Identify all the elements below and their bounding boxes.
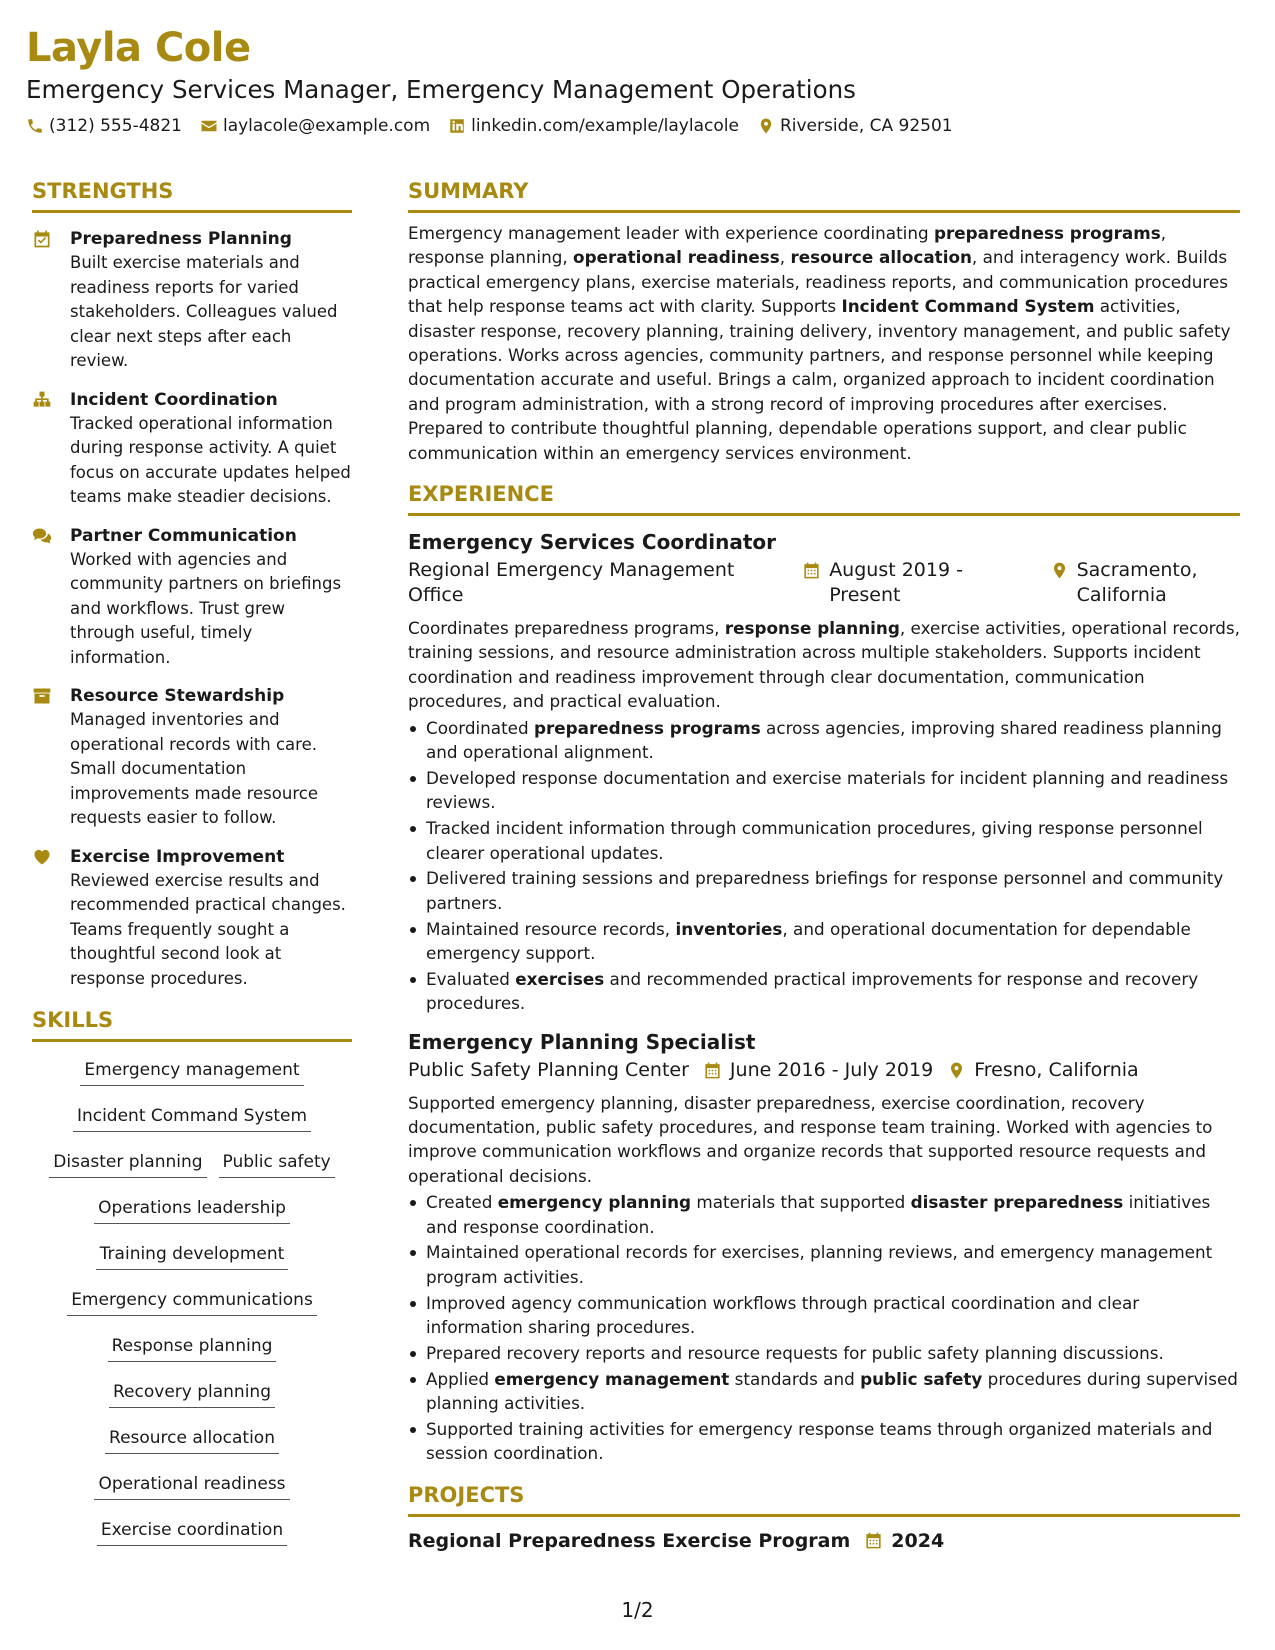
experience-heading: EXPERIENCE: [408, 479, 1240, 516]
strength-desc: Tracked operational information during response activity. A quiet focus on accurate updates helped teams make steadier decisions.: [70, 413, 351, 506]
bold-keyword: emergency planning: [497, 1192, 692, 1213]
contact-email[interactable]: [200, 114, 430, 138]
job-dates: [703, 1058, 933, 1083]
strength-desc: Built exercise materials and readiness reports for varied stakeholders. Colleagues valued clear next steps after each review.: [70, 253, 338, 370]
org-chart-icon: [32, 390, 52, 410]
job-location: [1050, 558, 1226, 608]
skills-heading: SKILLS: [32, 1005, 352, 1042]
job-bullet: Improved agency communication workflows through practical coordination and clear information sharing procedures.: [408, 1291, 1240, 1340]
job-org: [408, 1058, 689, 1083]
right-column: [408, 176, 1240, 1555]
summary-heading: SUMMARY: [408, 176, 1240, 213]
contact-bar: [26, 114, 1246, 138]
strength-title: Partner Communication: [70, 525, 297, 546]
job-bullet: Coordinated preparedness programs across agencies, improving shared readiness planning and operational alignment.: [408, 716, 1240, 765]
job-bullet: Supported training activities for emergency response teams through organized materials and session coordination.: [408, 1417, 1240, 1466]
job-description: Coordinates preparedness programs, response planning, exercise activities, operational records, training sessions, and resource administration across multiple stakeholders. Supports incident coordination and readiness improvement through clear documentation, communication procedures, and practical evaluation.: [408, 618, 1241, 712]
strengths-list: [32, 227, 352, 991]
strength-item: [32, 227, 352, 374]
bold-keyword: resource allocation: [790, 247, 972, 268]
calendar-check-icon: [32, 229, 52, 249]
location-text: Riverside, CA 92501: [779, 116, 953, 136]
strength-title: Resource Stewardship: [70, 686, 285, 706]
strength-title: Preparedness Planning: [70, 229, 292, 249]
projects-heading: PROJECTS: [408, 1480, 1240, 1517]
skills-section: [32, 1005, 352, 1560]
contact-location: [757, 114, 953, 138]
job-entry: [408, 528, 1240, 1015]
linkedin-text[interactable]: linkedin.com/example/laylacole: [471, 116, 739, 136]
projects-section: [408, 1480, 1240, 1555]
left-column: [32, 176, 352, 1560]
strength-item: [32, 845, 352, 992]
skill-tag: Training development: [96, 1242, 289, 1270]
job-location: [947, 1058, 1139, 1083]
bold-keyword: public safety: [860, 1368, 983, 1389]
map-pin-icon: [757, 117, 775, 135]
job-bullets: [408, 716, 1240, 1016]
calendar-icon: [703, 1061, 722, 1080]
strength-item: [32, 524, 352, 671]
skill-tag: Response planning: [108, 1334, 277, 1362]
skill-tag: Operational readiness: [94, 1472, 289, 1500]
job-bullet: Delivered training sessions and preparedness briefings for response personnel and community partners.: [408, 866, 1240, 915]
job-bullets: [408, 1190, 1240, 1465]
job-meta: [408, 558, 1240, 608]
skill-tag: Disaster planning: [49, 1150, 206, 1178]
strength-title: Incident Coordination: [70, 389, 278, 410]
phone-text: (312) 555-4821: [49, 116, 182, 136]
job-bullet: Evaluated exercises and recommended practical improvements for response and recovery procedures.: [408, 967, 1240, 1016]
job-entry: [408, 1028, 1240, 1466]
candidate-title: Emergency Services Manager, Emergency Management Operations: [26, 75, 856, 104]
calendar-icon: [864, 1531, 883, 1550]
job-dates-text: August 2019 - Present: [829, 559, 963, 607]
experience-section: [408, 479, 1240, 1466]
strength-desc: Worked with agencies and community partners on briefings and workflows. Trust grew through useful, timely information.: [70, 549, 342, 667]
skill-tag: Emergency management: [80, 1058, 303, 1086]
job-bullet: Maintained resource records, inventories, and operational documentation for dependable emergency support.: [408, 917, 1240, 966]
skill-tag: Exercise coordination: [97, 1518, 287, 1546]
summary-text: Emergency management leader with experience coordinating preparedness programs, response planning, operational readiness, resource allocation, and interagency work. Builds practical emergency plans, exercise materials, readiness reports, and communication procedures that help response teams act with clarity. Supports Incident Command System activities, disaster response, recovery planning, training delivery, inventory management, and public safety operations. Works across agencies, community partners, and response personnel while keeping documentation accurate and useful. Brings a calm, organized approach to incident coordination and program administration, with a strong record of improving procedures after exercises. Prepared to contribute thoughtful planning, dependable operations support, and clear public communication within an emergency services environment.: [408, 223, 1231, 463]
page-number: 1/2: [621, 1598, 654, 1622]
job-bullet: Maintained operational records for exercises, planning reviews, and emergency management program activities.: [408, 1240, 1240, 1289]
bold-keyword: inventories: [675, 918, 783, 939]
job-bullet: Developed response documentation and exercise materials for incident planning and readiness reviews.: [408, 766, 1240, 815]
strength-desc: Managed inventories and operational records with care. Small documentation improvements made resource requests easier to follow.: [70, 710, 318, 827]
bold-keyword: exercises: [515, 968, 605, 989]
contact-phone: [26, 114, 182, 138]
job-description: Supported emergency planning, disaster preparedness, exercise coordination, recovery documentation, public safety procedures, and response team training. Worked with agencies to improve communication workflows and organize records that supported resource requests and operational decisions.: [408, 1092, 1213, 1186]
candidate-name: Layla Cole: [26, 25, 251, 71]
job-bullet: Prepared recovery reports and resource requests for public safety planning discussions.: [408, 1341, 1240, 1365]
email-text[interactable]: laylacole@example.com: [222, 116, 431, 136]
calendar-icon: [802, 561, 821, 580]
strength-desc: Reviewed exercise results and recommended practical changes. Teams frequently sought a thoughtful second look at response procedures.: [70, 870, 346, 988]
heart-icon: [32, 847, 52, 867]
phone-icon: [26, 117, 44, 135]
comments-icon: [32, 526, 52, 546]
bold-keyword: disaster preparedness: [910, 1192, 1124, 1213]
linkedin-icon: [448, 117, 466, 135]
bold-keyword: response planning: [724, 618, 900, 639]
job-title: Emergency Services Coordinator: [408, 530, 777, 555]
job-org: [408, 558, 788, 608]
skill-tag: Recovery planning: [109, 1380, 275, 1408]
job-bullet: Created emergency planning materials that supported disaster preparedness initiatives and response coordination.: [408, 1190, 1240, 1239]
skill-tag: Incident Command System: [73, 1104, 311, 1132]
resume-header: [26, 24, 1246, 138]
strengths-heading: STRENGTHS: [32, 176, 352, 213]
bold-keyword: preparedness programs: [533, 717, 761, 738]
contact-linkedin[interactable]: [448, 114, 739, 138]
skills-list: [32, 1054, 352, 1560]
summary-section: [408, 176, 1240, 465]
strength-title: Exercise Improvement: [70, 846, 285, 867]
project-title: Regional Preparedness Exercise Program: [408, 1529, 851, 1552]
project-year: 2024: [891, 1529, 945, 1552]
archive-box-icon: [32, 686, 52, 706]
job-org-text: Public Safety Planning Center: [408, 1058, 689, 1081]
job-dates-text: June 2016 - July 2019: [729, 1058, 934, 1081]
strength-item: [32, 388, 352, 510]
job-bullet: Applied emergency management standards and public safety procedures during supervised planning activities.: [408, 1367, 1240, 1416]
job-location-text: Sacramento, California: [1076, 559, 1198, 607]
map-pin-icon: [1050, 561, 1069, 580]
strengths-section: [32, 176, 352, 991]
skill-tag: Emergency communications: [67, 1288, 317, 1316]
map-pin-icon: [947, 1061, 966, 1080]
job-org-text: Regional Emergency Management Office: [408, 559, 735, 607]
bold-keyword: operational readiness: [573, 247, 780, 268]
job-meta: [408, 1058, 1240, 1083]
skill-tag: Resource allocation: [105, 1426, 279, 1454]
job-title: Emergency Planning Specialist: [408, 1029, 756, 1054]
skill-tag: Operations leadership: [94, 1196, 290, 1224]
job-bullet: Tracked incident information through communication procedures, giving response personnel clearer operational updates.: [408, 816, 1240, 865]
bold-keyword: emergency management: [494, 1368, 730, 1389]
job-dates: [802, 558, 1035, 608]
project-item: [408, 1527, 1240, 1555]
envelope-icon: [200, 117, 218, 135]
skill-tag: Public safety: [219, 1150, 335, 1178]
bold-keyword: preparedness programs: [933, 223, 1161, 243]
job-location-text: Fresno, California: [974, 1058, 1139, 1081]
bold-keyword: Incident Command System: [841, 296, 1095, 317]
strength-item: [32, 684, 352, 831]
